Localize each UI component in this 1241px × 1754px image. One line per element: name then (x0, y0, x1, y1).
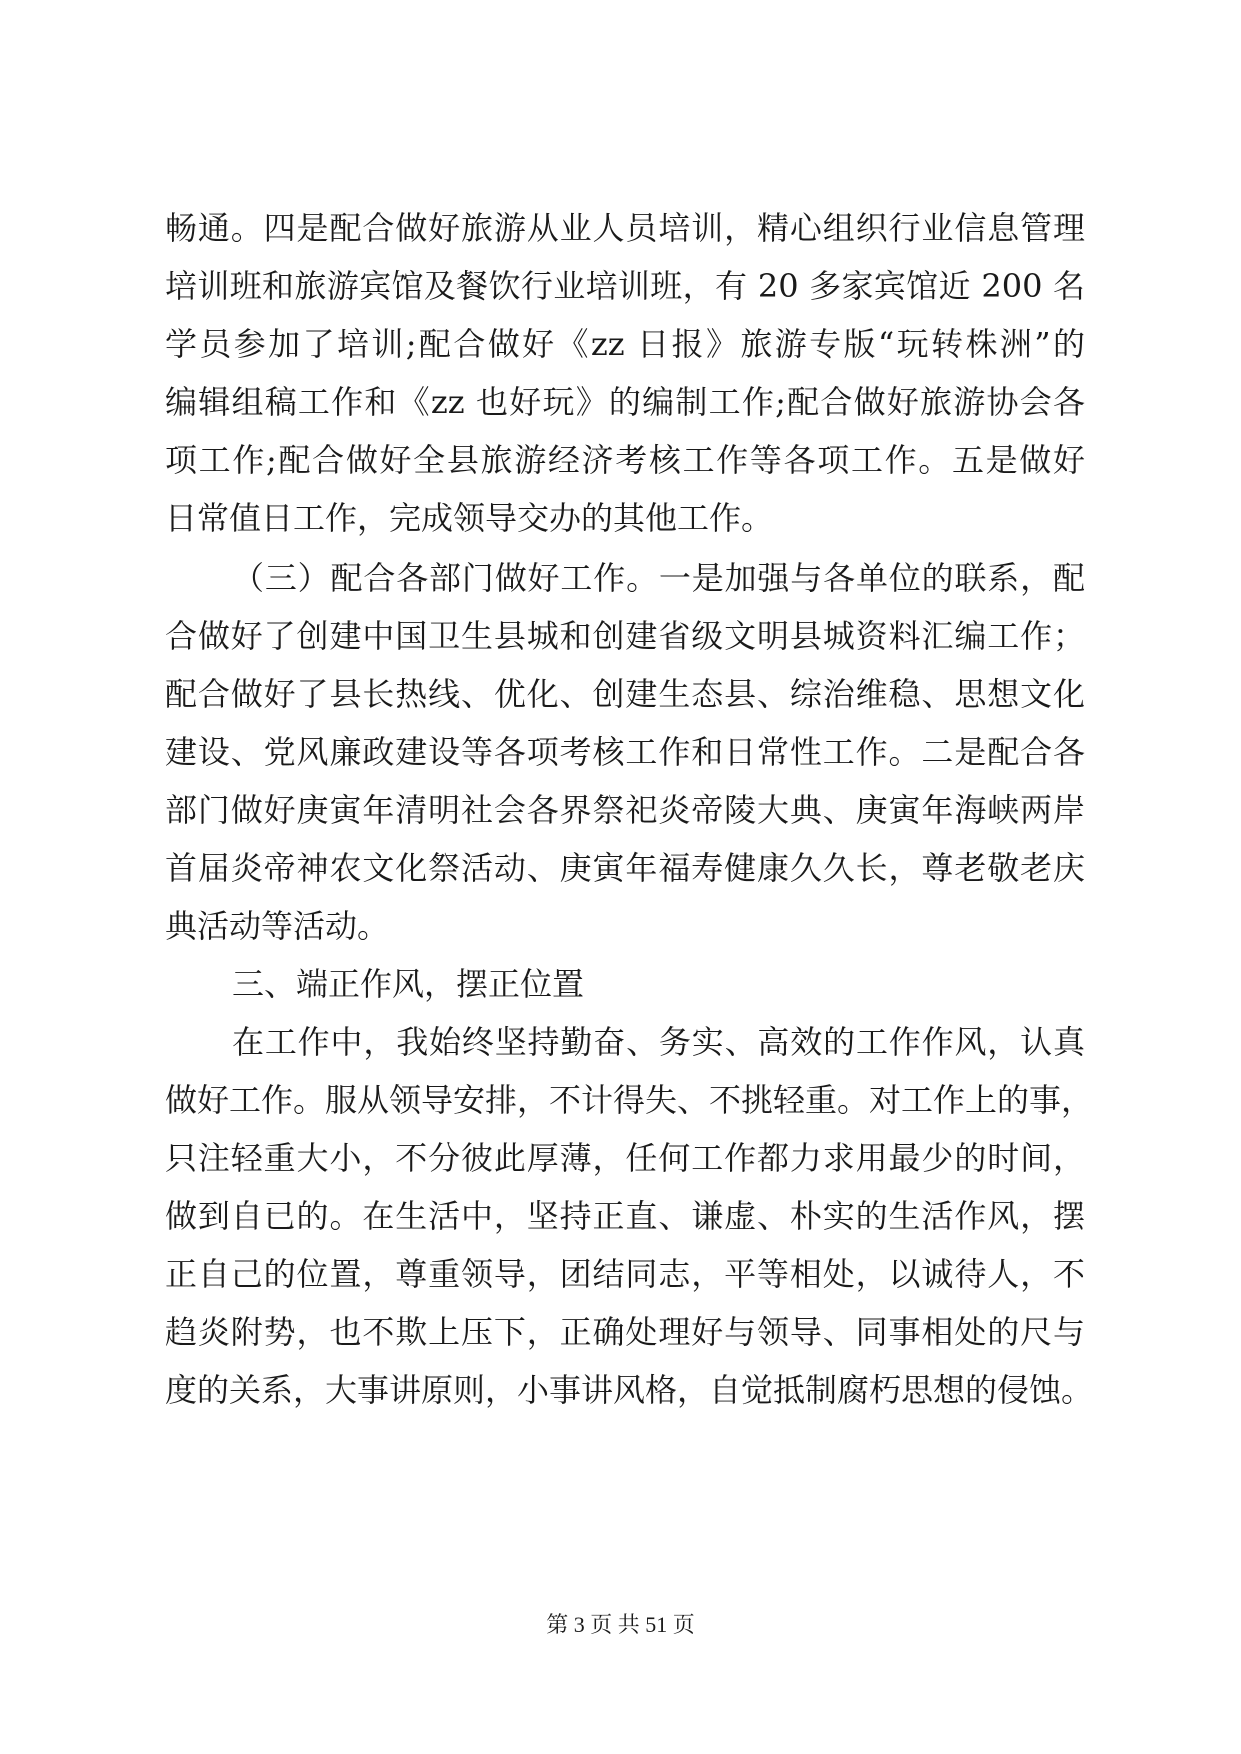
paragraph-heading-line: （三）配合各部门做好工作。一是加强与各单位的联系，配 (232, 559, 1085, 597)
text-line: 趋炎附势，也不欺上压下，正确处理好与领导、同事相处的尺与 (165, 1313, 1085, 1351)
section-heading: 三、端正作风，摆正位置 (232, 965, 585, 1003)
text-line: 学员参加了培训;配合做好《zz 日报》旅游专版“玩转株洲”的 (165, 325, 1085, 363)
text-line: 日常值日工作，完成领导交办的其他工作。 (165, 499, 774, 537)
text-line: 正自己的位置，尊重领导，团结同志，平等相处，以诚待人，不 (165, 1255, 1085, 1293)
text-line: 典活动等活动。 (165, 907, 390, 945)
text-line: 合做好了创建中国卫生县城和创建省级文明县城资料汇编工作； (165, 617, 1085, 655)
text-line: 度的关系，大事讲原则，小事讲风格，自觉抵制腐朽思想的侵蚀。 (165, 1371, 1094, 1409)
text-line: 做到自已的。在生活中，坚持正直、谦虚、朴实的生活作风，摆 (165, 1197, 1085, 1235)
text-line: 做好工作。服从领导安排，不计得失、不挑轻重。对工作上的事， (165, 1081, 1094, 1119)
text-line: 编辑组稿工作和《zz 也好玩》的编制工作;配合做好旅游协会各 (165, 383, 1085, 421)
paragraph-first-line: 在工作中，我始终坚持勤奋、务实、高效的工作作风，认真 (232, 1023, 1085, 1061)
text-line: 项工作;配合做好全县旅游经济考核工作等各项工作。五是做好 (165, 441, 1085, 479)
text-line: 建设、党风廉政建设等各项考核工作和日常性工作。二是配合各 (165, 733, 1085, 771)
text-line: 畅通。四是配合做好旅游从业人员培训，精心组织行业信息管理 (165, 209, 1085, 247)
text-line: 只注轻重大小，不分彼此厚薄，任何工作都力求用最少的时间， (165, 1139, 1085, 1177)
page-number-footer: 第 3 页 共 51 页 (546, 1612, 695, 1637)
text-line: 首届炎帝神农文化祭活动、庚寅年福寿健康久久长，尊老敬老庆 (165, 849, 1085, 887)
text-line: 部门做好庚寅年清明社会各界祭祀炎帝陵大典、庚寅年海峡两岸 (165, 791, 1085, 829)
text-line: 培训班和旅游宾馆及餐饮行业培训班，有 20 多家宾馆近 200 名 (165, 267, 1085, 305)
text-line: 配合做好了县长热线、优化、创建生态县、综治维稳、思想文化 (165, 675, 1085, 713)
